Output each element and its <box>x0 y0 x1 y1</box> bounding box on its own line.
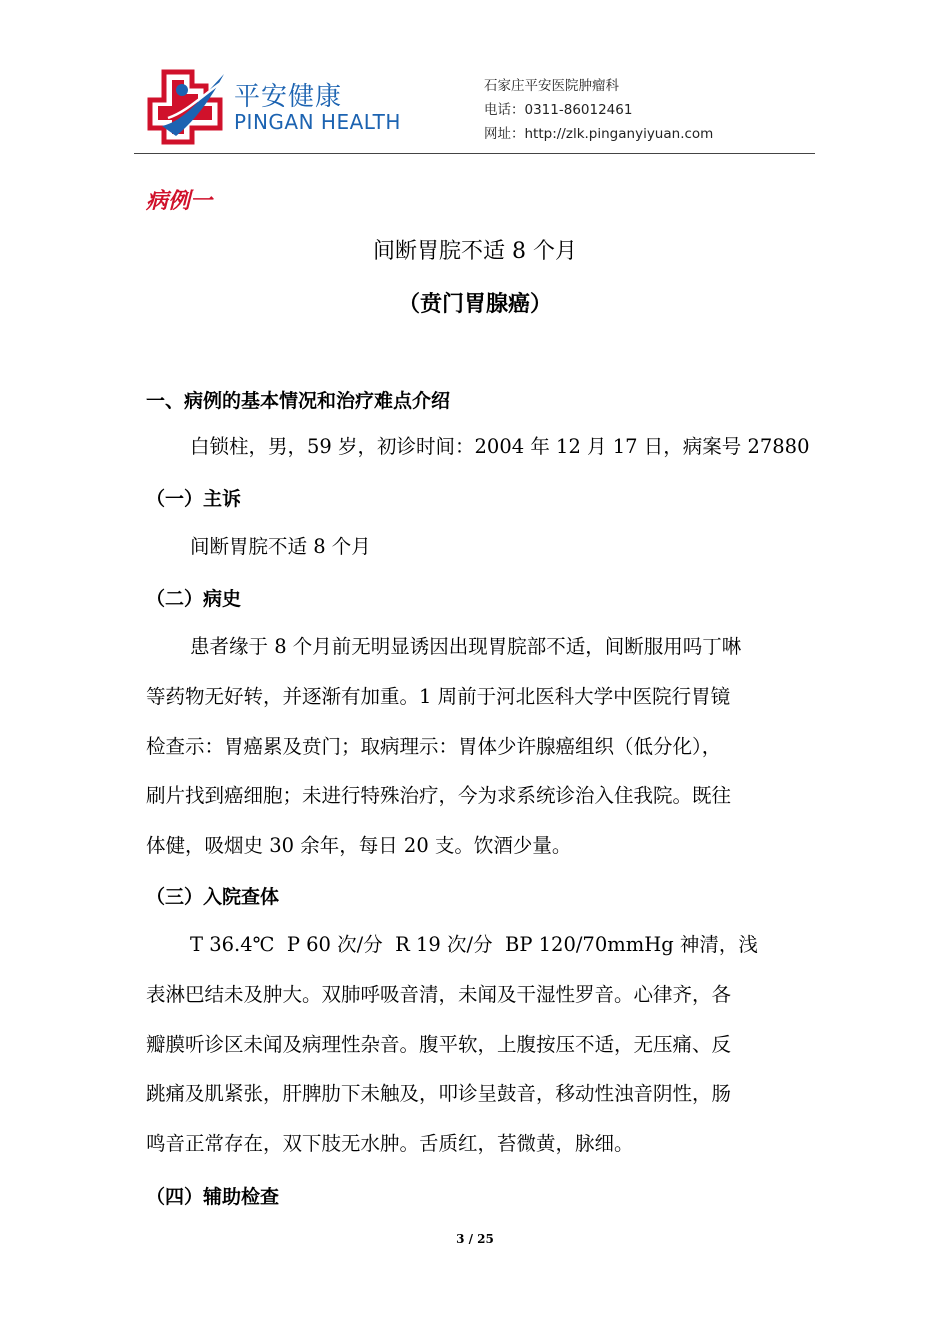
history-line: 患者缘于 8 个月前无明显诱因出现胃脘部不适，间断服用吗丁啉 <box>190 635 742 658</box>
case-title: 间断胃脘不适 8 个月 <box>373 239 577 264</box>
history-paragraph <box>146 622 810 871</box>
page-number: 3 / 25 <box>456 1232 494 1246</box>
contact-info <box>484 74 713 146</box>
exam-line: 表淋巴结未及肿大。双肺呼吸音清，未闻及干湿性罗音。心律齐，各 <box>146 982 732 1006</box>
brand-name-en: PINGAN HEALTH <box>234 110 401 134</box>
complaint-paragraph <box>146 522 810 572</box>
section-heading-aux-exam: （四）辅助检查 <box>146 1186 280 1208</box>
section-heading-complaint: （一）主诉 <box>146 488 242 510</box>
page-header <box>0 0 950 160</box>
history-line: 检查示：胃癌累及贲门；取病理示：胃体少许腺癌组织（低分化）， <box>146 734 722 758</box>
red-cross-logo-icon <box>142 66 230 148</box>
exam-line: T 36.4℃ P 60 次/分 R 19 次/分 BP 120/70mmHg 神清，浅 <box>190 933 758 956</box>
complaint-line: 间断胃脘不适 8 个月 <box>190 535 371 558</box>
section-heading-basic-info: 一、病例的基本情况和治疗难点介绍 <box>146 390 451 412</box>
pingan-health-logo <box>142 64 432 150</box>
history-line: 体健，吸烟史 30 余年，每日 20 支。饮酒少量。 <box>146 834 572 858</box>
patient-info-paragraph <box>146 422 810 472</box>
brand-name-cn: 平安健康 <box>234 82 343 112</box>
exam-line: 跳痛及肌紧张，肝脾肋下未触及，叩诊呈鼓音，移动性浊音阴性，肠 <box>146 1082 732 1106</box>
patient-info-line: 白锁柱，男，59 岁，初诊时间：2004 年 12 月 17 日，病案号 27880 <box>190 435 810 458</box>
hospital-name: 石家庄平安医院肿瘤科 <box>484 78 619 94</box>
history-line: 等药物无好转，并逐渐有加重。1 周前于河北医科大学中医院行胃镜 <box>146 684 731 708</box>
case-label: 病例一 <box>146 189 213 214</box>
exam-paragraph <box>146 920 810 1169</box>
phone-number: 电话：0311-86012461 <box>484 102 633 118</box>
website-url: 网址：http://zlk.pinganyiyuan.com <box>484 126 714 142</box>
header-divider <box>134 153 815 154</box>
section-heading-history: （二）病史 <box>146 588 242 610</box>
exam-line: 瓣膜听诊区未闻及病理性杂音。腹平软，上腹按压不适，无压痛、反 <box>146 1032 732 1056</box>
history-line: 刷片找到癌细胞；未进行特殊治疗，今为求系统诊治入住我院。既往 <box>146 784 732 808</box>
exam-line: 鸣音正常存在，双下肢无水肿。舌质红，苔微黄，脉细。 <box>146 1132 634 1156</box>
section-heading-exam: （三）入院查体 <box>146 886 280 908</box>
case-subtitle: （贲门胃腺癌） <box>397 292 552 317</box>
